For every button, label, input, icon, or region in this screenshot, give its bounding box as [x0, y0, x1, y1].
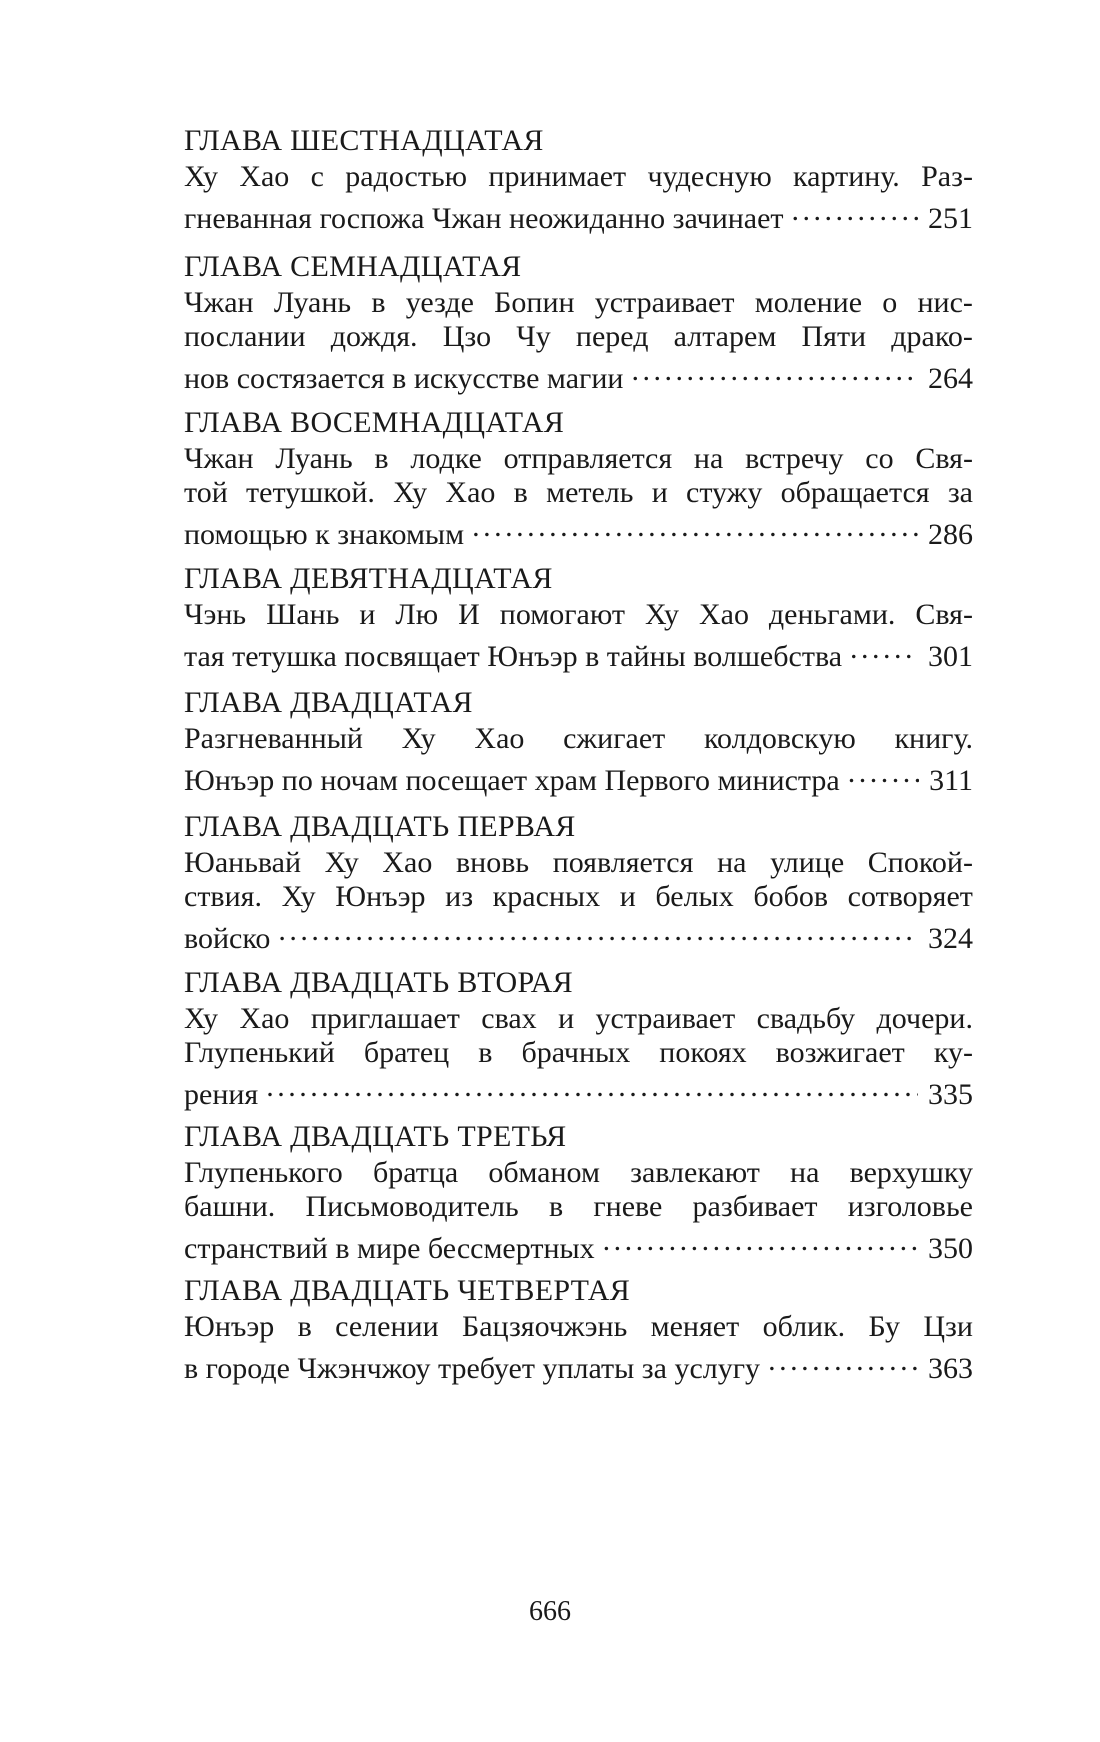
word: колдовскую: [703, 722, 856, 755]
entry-line: [184, 1156, 973, 1190]
word: селении: [335, 1310, 439, 1343]
word: дождя.: [330, 320, 418, 353]
toc-entry: [184, 808, 973, 955]
chapter-heading: ГЛАВА ШЕСТНАДЦАТАЯ: [184, 124, 544, 157]
word: устраивает: [594, 286, 735, 319]
word: алтарем: [673, 320, 777, 353]
word: с: [310, 160, 324, 193]
word: картину.: [793, 160, 900, 193]
word: послании: [184, 320, 306, 353]
word: Хао: [698, 598, 749, 631]
entry-last-line: [184, 510, 973, 551]
entry-line: [184, 722, 973, 756]
dot-leader: [768, 1344, 918, 1378]
word: встречу: [745, 442, 844, 475]
word: Глупенький: [184, 1036, 335, 1069]
word: Глупенького: [184, 1156, 343, 1189]
word: и: [619, 880, 636, 913]
word: улице: [770, 846, 845, 879]
word: И: [458, 598, 480, 631]
word: Чу: [516, 320, 551, 353]
word: той: [184, 476, 228, 509]
word: Свя-: [915, 598, 973, 631]
word: в: [297, 1310, 312, 1343]
entry-line: [184, 1002, 973, 1036]
word: Цзи: [923, 1310, 973, 1343]
word: Юнъэр: [184, 1310, 275, 1343]
word: Чжан: [184, 286, 254, 319]
word: на: [693, 442, 724, 475]
word: Ху: [281, 880, 316, 913]
chapter-heading: ГЛАВА ДВАДЦАТЬ ТРЕТЬЯ: [184, 1120, 567, 1153]
word: из: [445, 880, 474, 913]
word: Юаньвай: [184, 846, 302, 879]
word: со: [865, 442, 894, 475]
word: о: [882, 286, 898, 319]
word: дочери.: [876, 1002, 973, 1035]
word: Ху: [644, 598, 679, 631]
word: Бацзяочжэнь: [461, 1310, 628, 1343]
word: Юнъэр: [335, 880, 426, 913]
word: братец: [363, 1036, 450, 1069]
word: появляется: [552, 846, 694, 879]
word: чудесную: [647, 160, 772, 193]
word: Хао: [474, 722, 525, 755]
toc-entry: [184, 1272, 973, 1385]
word: Хао: [445, 476, 496, 509]
word: гневе: [593, 1190, 663, 1223]
word: братца: [372, 1156, 459, 1189]
word: покоях: [659, 1036, 747, 1069]
word: Бу: [868, 1310, 901, 1343]
word: брачных: [521, 1036, 631, 1069]
word: драко-: [891, 320, 973, 353]
word: башни.: [184, 1190, 276, 1223]
word: и: [359, 598, 376, 631]
entry-text: войско: [184, 922, 271, 955]
entry-line: [184, 1036, 973, 1070]
entry-line: [184, 286, 973, 320]
word: Луань: [275, 442, 353, 475]
chapter-heading: ГЛАВА СЕМНАДЦАТАЯ: [184, 250, 522, 283]
word: тетушкой.: [246, 476, 375, 509]
toc-entry: [184, 684, 973, 797]
entry-text: тая тетушка посвящает Юнъэр в тайны волшебства: [184, 640, 843, 673]
word: деньгами.: [768, 598, 896, 631]
word: бобов: [753, 880, 829, 913]
entry-text: в городе Чжэнчжоу требует уплаты за услугу: [184, 1352, 761, 1385]
word: метель: [546, 476, 634, 509]
entry-text: помощью к знакомым: [184, 518, 465, 551]
entry-text: странствий в мире бессмертных: [184, 1232, 595, 1265]
entry-last-line: [184, 1070, 973, 1111]
dot-leader: [603, 1224, 918, 1258]
word: и: [558, 1002, 575, 1035]
word: обманом: [488, 1156, 600, 1189]
entry-line: [184, 1310, 973, 1344]
dot-leader: [848, 756, 919, 790]
word: принимает: [488, 160, 627, 193]
word: за: [947, 476, 973, 509]
page-number: 251: [928, 202, 973, 235]
chapter-heading: ГЛАВА ВОСЕМНАДЦАТАЯ: [184, 406, 565, 439]
word: и: [651, 476, 668, 509]
page-number: 301: [928, 640, 973, 673]
dot-leader: [266, 1070, 918, 1104]
page-number: 264: [928, 362, 973, 395]
word: нис-: [917, 286, 973, 319]
word: на: [790, 1156, 820, 1189]
page-number: 335: [928, 1078, 973, 1111]
word: моление: [754, 286, 863, 319]
word: в: [513, 476, 528, 509]
word: свах: [481, 1002, 537, 1035]
word: разбивает: [692, 1190, 818, 1223]
toc-entry: [184, 964, 973, 1111]
word: ку-: [933, 1036, 973, 1069]
word: в: [374, 442, 389, 475]
word: отправляется: [503, 442, 673, 475]
word: Лю: [395, 598, 439, 631]
entry-line: [184, 160, 973, 194]
word: уезде: [405, 286, 474, 319]
toc-entry: [184, 404, 973, 551]
entry-line: [184, 320, 973, 354]
word: свадьбу: [756, 1002, 856, 1035]
word: в: [548, 1190, 564, 1223]
word: лодке: [410, 442, 482, 475]
entry-line: [184, 598, 973, 632]
word: Чжан: [184, 442, 254, 475]
word: белых: [655, 880, 734, 913]
word: Раз-: [921, 160, 973, 193]
entry-line: [184, 1190, 973, 1224]
word: верхушку: [849, 1156, 973, 1189]
entry-last-line: [184, 632, 973, 673]
entry-line: [184, 442, 973, 476]
word: Разгневанный: [184, 722, 363, 755]
word: сжигает: [563, 722, 666, 755]
toc-entry: [184, 122, 973, 235]
toc-entry: [184, 248, 973, 395]
word: на: [717, 846, 747, 879]
page-number: 350: [928, 1232, 973, 1265]
chapter-heading: ГЛАВА ДЕВЯТНАДЦАТАЯ: [184, 562, 553, 595]
word: книгу.: [894, 722, 973, 755]
word: ствия.: [184, 880, 262, 913]
entry-last-line: [184, 914, 973, 955]
word: вновь: [455, 846, 530, 879]
dot-leader: [792, 194, 918, 228]
entry-last-line: [184, 354, 973, 395]
word: Ху: [184, 1002, 219, 1035]
word: Пяти: [801, 320, 867, 353]
page-number: 311: [929, 764, 973, 797]
page-folio: 666: [529, 1596, 571, 1627]
word: изголовье: [847, 1190, 973, 1223]
chapter-heading: ГЛАВА ДВАДЦАТЬ ПЕРВАЯ: [184, 810, 576, 843]
word: помогают: [499, 598, 625, 631]
word: облик.: [762, 1310, 846, 1343]
dot-leader: [631, 354, 918, 388]
chapter-heading: ГЛАВА ДВАДЦАТАЯ: [184, 686, 473, 719]
word: Письмоводитель: [305, 1190, 519, 1223]
word: в: [478, 1036, 493, 1069]
word: перед: [575, 320, 649, 353]
chapter-heading: ГЛАВА ДВАДЦАТЬ ЧЕТВЕРТАЯ: [184, 1274, 631, 1307]
word: Цзо: [442, 320, 492, 353]
word: в: [371, 286, 386, 319]
dot-leader: [472, 510, 918, 544]
page-number: 324: [928, 922, 973, 955]
entry-last-line: [184, 1344, 973, 1385]
word: радостью: [345, 160, 468, 193]
word: стужу: [686, 476, 763, 509]
word: Спокой-: [867, 846, 973, 879]
word: меняет: [650, 1310, 740, 1343]
entry-text: Юнъэр по ночам посещает храм Первого министра: [184, 764, 840, 797]
dot-leader: [850, 632, 918, 666]
entry-last-line: [184, 756, 973, 797]
word: обращается: [780, 476, 930, 509]
word: Хао: [239, 1002, 290, 1035]
word: Ху: [184, 160, 219, 193]
entry-last-line: [184, 1224, 973, 1265]
word: красных: [492, 880, 601, 913]
word: Луань: [273, 286, 352, 319]
toc-page: [184, 0, 973, 1742]
toc-entry: [184, 560, 973, 673]
entry-last-line: [184, 194, 973, 235]
word: Шань: [266, 598, 340, 631]
word: возжигает: [775, 1036, 905, 1069]
word: завлекают: [630, 1156, 760, 1189]
entry-line: [184, 846, 973, 880]
entry-text: гневанная госпожа Чжан неожиданно зачинает: [184, 202, 784, 235]
word: Свя-: [915, 442, 973, 475]
page-number: 286: [928, 518, 973, 551]
entry-text: нов состязается в искусстве магии: [184, 362, 624, 395]
entry-line: [184, 476, 973, 510]
word: Ху: [393, 476, 428, 509]
page-number: 363: [928, 1352, 973, 1385]
chapter-heading: ГЛАВА ДВАДЦАТЬ ВТОРАЯ: [184, 966, 573, 999]
word: Хао: [382, 846, 433, 879]
word: устраивает: [595, 1002, 736, 1035]
word: Ху: [401, 722, 436, 755]
dot-leader: [278, 914, 918, 948]
word: Хао: [239, 160, 290, 193]
entry-text: рения: [184, 1078, 259, 1111]
word: Чэнь: [184, 598, 247, 631]
entry-line: [184, 880, 973, 914]
toc-entry: [184, 1118, 973, 1265]
word: Бопин: [494, 286, 575, 319]
word: приглашает: [310, 1002, 460, 1035]
word: сотворяет: [847, 880, 973, 913]
word: Ху: [324, 846, 359, 879]
